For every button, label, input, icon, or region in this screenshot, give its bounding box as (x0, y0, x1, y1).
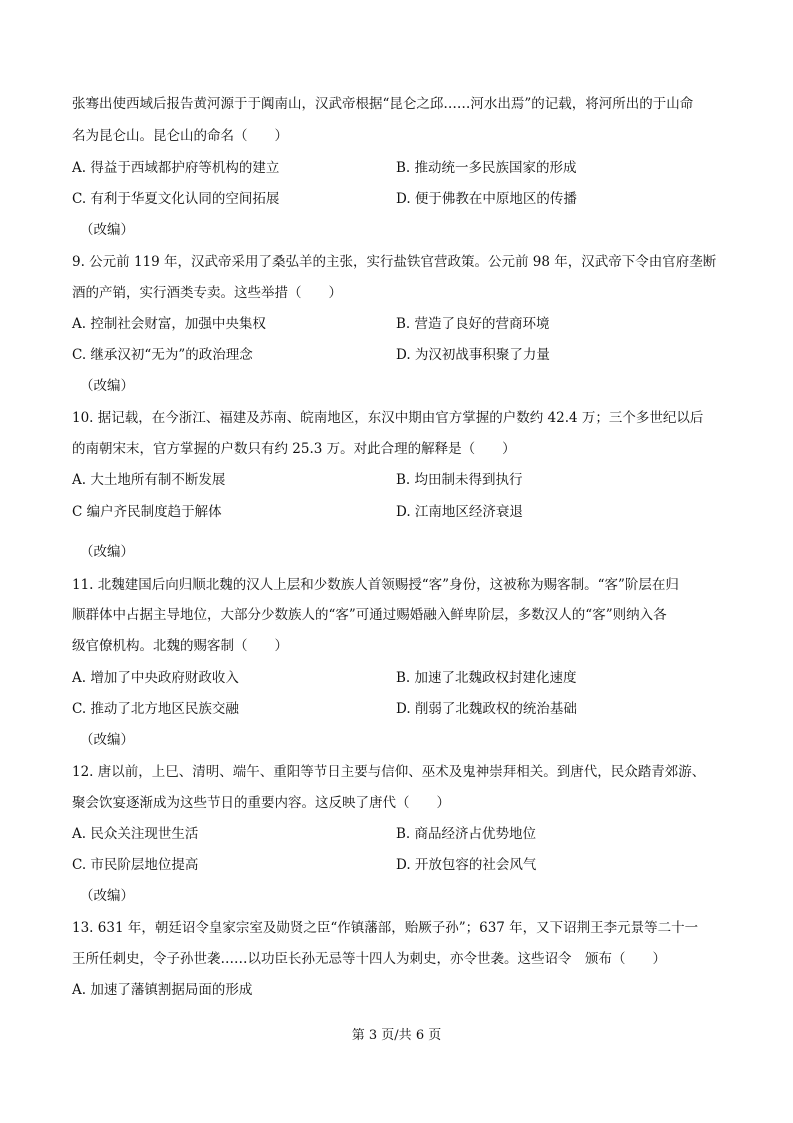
q10-note: （改编） (80, 544, 134, 560)
q13-stem-line-1: 13. 631 年，朝廷诏令皇家宗室及勋贤之臣“作镇藩部，贻厥子孙”；637 年，又下诏荆王李元景等二十一 (72, 920, 699, 936)
q11-stem-line-2: 顺群体中占据主导地位，大部分少数族人的“客”可通过赐婚融入鲜卑阶层，多数汉人的“客”则纳入各 (72, 607, 667, 623)
q12-note: （改编） (80, 888, 134, 904)
q11-stem-line-1: 11. 北魏建国后向归顺北魏的汉人上层和少数族人首领赐授“客”身份，这被称为赐客制。“客”阶层在归 (72, 577, 679, 593)
q8-option-b: B. 推动统一多民族国家的形成 (396, 160, 577, 176)
q10-stem-line-1: 10. 据记载，在今浙江、福建及苏南、皖南地区，东汉中期由官方掌握的户数约 42.4 万；三个多世纪以后 (72, 410, 704, 426)
q9-option-c: C. 继承汉初“无为”的政治理念 (72, 347, 253, 363)
q10-option-a: A. 大土地所有制不断发展 (72, 472, 226, 488)
q8-stem-line-1: 张骞出使西域后报告黄河源于于阗南山，汉武帝根据“昆仑之邱……河水出焉”的记载，将河所出的于山命 (72, 96, 694, 112)
q8-note: （改编） (80, 222, 134, 238)
q9-stem-line-1: 9. 公元前 119 年，汉武帝采用了桑弘羊的主张，实行盐铁官营政策。公元前 98 年，汉武帝下令由官府垄断 (72, 254, 717, 270)
q11-option-a: A. 增加了中央政府财政收入 (72, 670, 239, 686)
page-number: 第 3 页/共 6 页 (351, 1028, 442, 1043)
q9-option-a: A. 控制社会财富，加强中央集权 (72, 316, 266, 332)
q9-option-b: B. 营造了良好的营商环境 (396, 316, 550, 332)
q8-option-c: C. 有利于华夏文化认同的空间拓展 (72, 191, 280, 207)
q11-option-d: D. 削弱了北魏政权的统治基础 (396, 701, 577, 717)
q10-option-b: B. 均田制未得到执行 (396, 472, 523, 488)
q13-stem-line-2: 王所任刺史，令子孙世袭……以功臣长孙无忌等十四人为刺史，亦令世袭。这些诏令 颁布（ ） (72, 951, 666, 967)
q12-stem-line-1: 12. 唐以前，上巳、清明、端午、重阳等节日主要与信仰、巫术及鬼神崇拜相关。到唐代，民众踏青郊游、 (72, 764, 706, 780)
q8-option-a: A. 得益于西域都护府等机构的建立 (72, 160, 280, 176)
q10-option-d: D. 江南地区经济衰退 (396, 504, 523, 520)
q9-stem-line-2: 酒的产销，实行酒类专卖。这些举措（ ） (72, 285, 342, 301)
q9-note: （改编） (80, 378, 134, 394)
q8-option-d: D. 便于佛教在中原地区的传播 (396, 191, 577, 207)
q11-stem-line-3: 级官僚机构。北魏的赐客制（ ） (72, 638, 288, 654)
q12-option-a: A. 民众关注现世生活 (72, 826, 199, 842)
q12-option-d: D. 开放包容的社会风气 (396, 857, 537, 873)
q11-option-b: B. 加速了北魏政权封建化速度 (396, 670, 577, 686)
q8-stem-line-2: 名为昆仑山。昆仑山的命名（ ） (72, 128, 288, 144)
q12-option-c: C. 市民阶层地位提高 (72, 857, 199, 873)
q11-note: （改编） (80, 732, 134, 748)
q11-option-c: C. 推动了北方地区民族交融 (72, 701, 239, 717)
q10-option-c: C 编户齐民制度趋于解体 (72, 504, 222, 520)
q9-option-d: D. 为汉初战事积聚了力量 (396, 347, 550, 363)
q10-stem-line-2: 的南朝宋末，官方掌握的户数只有约 25.3 万。对此合理的解释是（ ） (72, 441, 516, 457)
q13-option-a: A. 加速了藩镇割据局面的形成 (72, 982, 253, 998)
q12-stem-line-2: 聚会饮宴逐渐成为这些节日的重要内容。这反映了唐代（ ） (72, 795, 450, 811)
q12-option-b: B. 商品经济占优势地位 (396, 826, 537, 842)
